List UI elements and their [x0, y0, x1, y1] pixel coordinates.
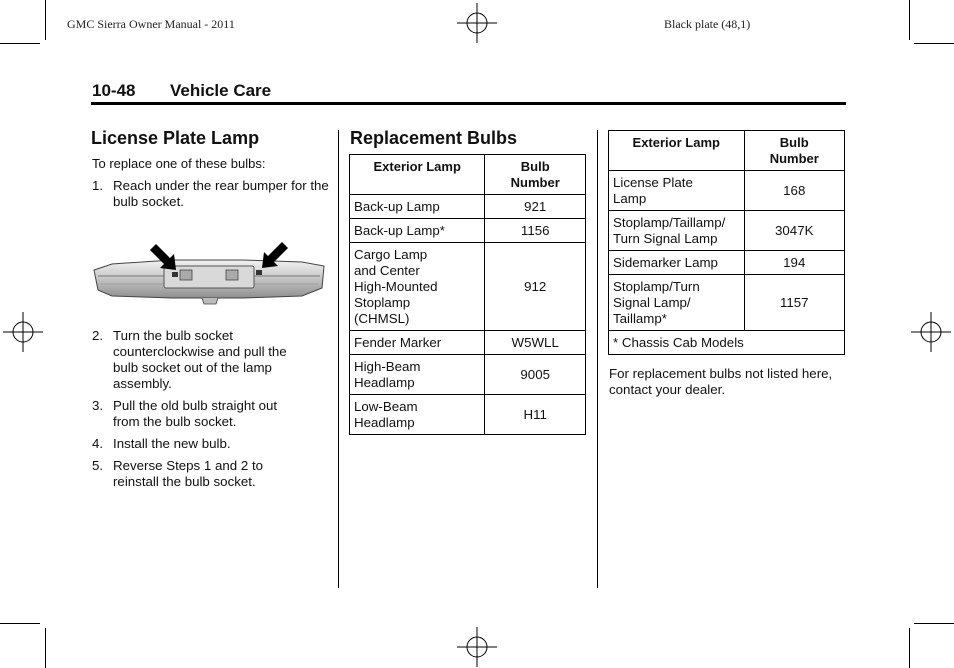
running-header-left: GMC Sierra Owner Manual - 2011: [67, 17, 235, 31]
license-plate-lamp-heading: License Plate Lamp: [91, 128, 260, 148]
table-row: [609, 331, 845, 355]
step-text: Reverse Steps 1 and 2 to reinstall the bulb socket.: [113, 458, 264, 489]
crop-mark: [909, 628, 910, 668]
lamp-cell: Low-Beam Headlamp: [350, 395, 485, 435]
bulb-cell: 3047K: [744, 211, 845, 251]
bulb-table-1: [349, 154, 586, 435]
list-item: [92, 178, 330, 210]
lamp-cell: Cargo Lamp and Center High-Mounted Stoplamp (CHMSL): [350, 243, 485, 331]
table-row: [350, 395, 586, 435]
column-header: Exterior Lamp: [609, 131, 745, 171]
column-header: Bulb Number: [744, 131, 845, 171]
crop-mark: [914, 623, 954, 624]
crop-mark: [914, 43, 954, 44]
replacement-bulbs-heading: Replacement Bulbs: [350, 128, 518, 148]
step-number: 1.: [92, 178, 104, 193]
steps-list-b: [92, 328, 330, 496]
table-row: [350, 331, 586, 355]
lamp-cell: Stoplamp/Turn Signal Lamp/ Taillamp*: [609, 275, 745, 331]
crop-mark: [0, 43, 40, 44]
intro-text: To replace one of these bulbs:: [92, 156, 266, 171]
list-item: [92, 436, 330, 452]
bulb-cell: 1157: [744, 275, 845, 331]
column-divider: [597, 130, 598, 588]
step-number: 5.: [92, 458, 104, 473]
bulb-cell: W5WLL: [485, 331, 586, 355]
step-number: 4.: [92, 436, 104, 451]
registration-mark-icon: [911, 312, 951, 352]
step-text: Pull the old bulb straight out from the bulb socket.: [113, 398, 278, 429]
bulb-cell: 912: [485, 243, 586, 331]
bulb-cell: 1156: [485, 219, 586, 243]
list-item: [92, 398, 330, 430]
bulb-cell: 9005: [485, 355, 586, 395]
footnote-cell: * Chassis Cab Models: [609, 331, 845, 355]
crop-mark: [909, 0, 910, 40]
crop-mark: [45, 628, 46, 668]
rear-bumper-illustration: [92, 238, 326, 310]
lamp-cell: Back-up Lamp: [350, 195, 485, 219]
bulb-table-2: [608, 130, 845, 355]
page-number: 10-48: [92, 81, 136, 100]
table-row: [609, 251, 845, 275]
step-text: Install the new bulb.: [113, 436, 231, 451]
bulb-cell: 168: [744, 171, 845, 211]
table-row: [609, 211, 845, 251]
crop-mark: [0, 623, 40, 624]
column-divider: [338, 130, 339, 588]
table-row: [609, 275, 845, 331]
replacement-note: For replacement bulbs not listed here, contact your dealer.: [609, 366, 833, 397]
lamp-cell: Back-up Lamp*: [350, 219, 485, 243]
lamp-cell: Stoplamp/Taillamp/ Turn Signal Lamp: [609, 211, 745, 251]
lamp-cell: Sidemarker Lamp: [609, 251, 745, 275]
lamp-cell: Fender Marker: [350, 331, 485, 355]
header-rule: [91, 102, 846, 105]
lamp-cell: High-Beam Headlamp: [350, 355, 485, 395]
registration-mark-icon: [3, 312, 43, 352]
table-row: [350, 243, 586, 331]
table-row: [609, 171, 845, 211]
step-number: 3.: [92, 398, 104, 413]
page-header: [92, 81, 271, 101]
bulb-cell: H11: [485, 395, 586, 435]
section-title: Vehicle Care: [170, 81, 272, 100]
registration-mark-icon: [457, 3, 497, 43]
bulb-cell: 921: [485, 195, 586, 219]
step-text: Reach under the rear bumper for the bulb socket.: [113, 178, 329, 209]
steps-list-a: [92, 178, 330, 216]
step-number: 2.: [92, 328, 104, 343]
step-text: Turn the bulb socket counterclockwise and pull the bulb socket out of the lamp assembly.: [113, 328, 287, 391]
table-row: [350, 195, 586, 219]
table-header-row: [609, 131, 845, 171]
table-row: [350, 355, 586, 395]
table-header-row: [350, 155, 586, 195]
crop-mark: [45, 0, 46, 40]
bulb-cell: 194: [744, 251, 845, 275]
lamp-cell: License Plate Lamp: [609, 171, 745, 211]
registration-mark-icon: [457, 627, 497, 667]
list-item: [92, 458, 330, 490]
running-header-right: Black plate (48,1): [664, 17, 751, 31]
column-header: Exterior Lamp: [350, 155, 485, 195]
column-header: Bulb Number: [485, 155, 586, 195]
list-item: [92, 328, 330, 392]
table-row: [350, 219, 586, 243]
